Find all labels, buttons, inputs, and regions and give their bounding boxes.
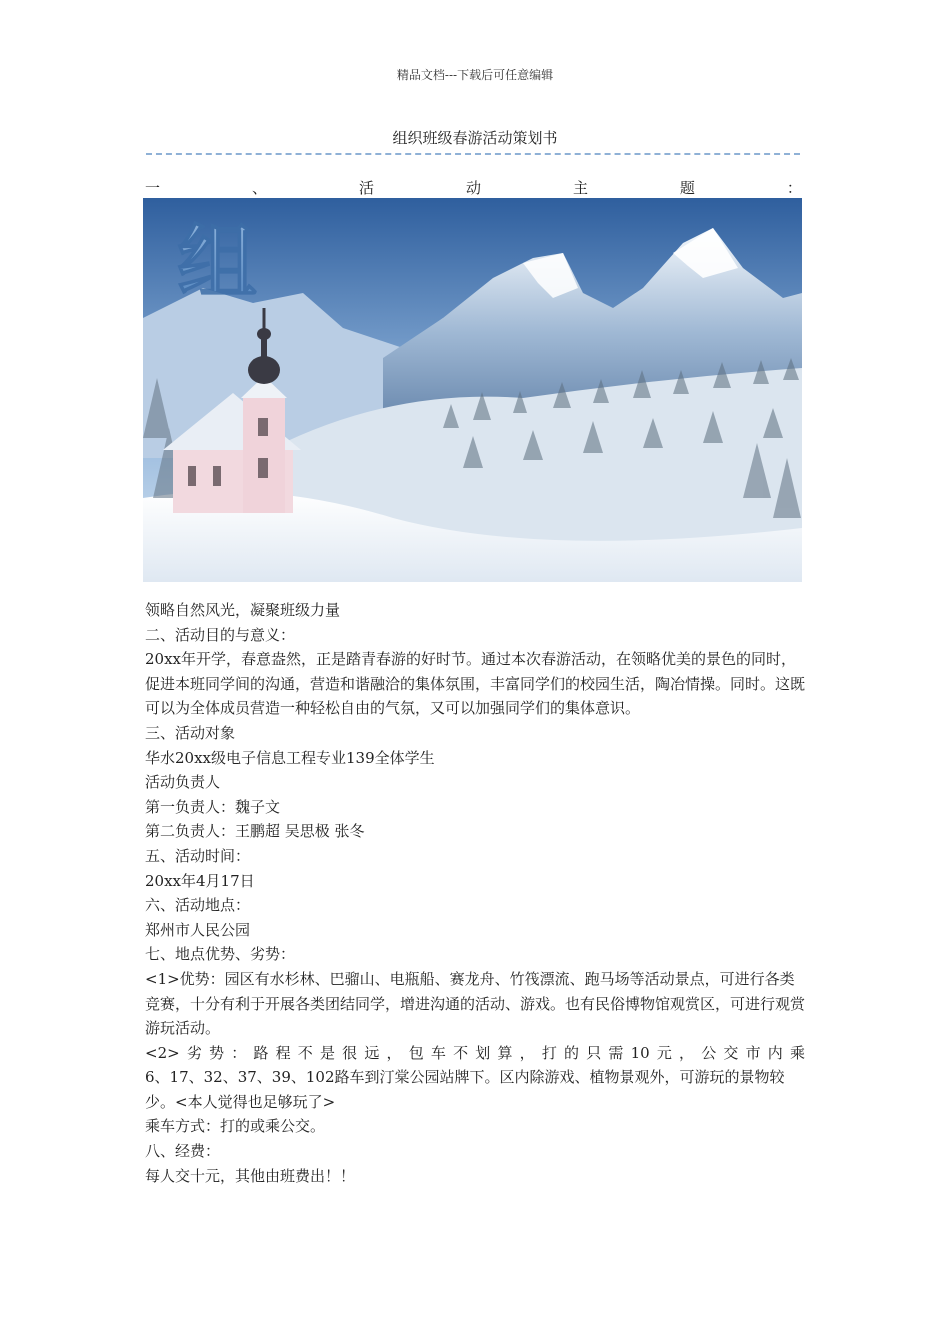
document-title: 组织班级春游活动策划书 — [392, 129, 558, 147]
paragraph: 华水20xx级电子信息工程专业139全体学生 — [145, 748, 435, 767]
heading-char: 题 — [679, 179, 695, 197]
paragraph: 六、活动地点： — [145, 896, 251, 915]
paragraph: 活动负责人 — [145, 773, 221, 792]
winter-landscape-image — [143, 198, 802, 582]
paragraph-justified-line: <2>劣势：路程不是很远，包车不划算，打的只需10元，公交市内乘 — [145, 1043, 805, 1062]
paragraph: 第一负责人：魏子文 — [145, 797, 281, 816]
overlay-title-glyph: 组 — [177, 216, 257, 309]
heading-char: 、 — [251, 179, 267, 197]
paragraph: 八、经费： — [145, 1142, 221, 1161]
paragraph: 五、活动时间： — [145, 846, 251, 865]
paragraph: 20xx年开学，春意盎然，正是踏青春游的好时节。通过本次春游活动，在领略优美的景色的同时，促进本班同学间的沟通，营造和谐融洽的集体氛围，丰富同学们的校园生活，陶冶情操。同时。这既可以为全体成员营造一种轻松自由的气氛，又可以加强同学们的集体意识。 — [145, 650, 806, 718]
paragraph: 三、活动对象 — [145, 723, 236, 742]
paragraph: 七、地点优势、劣势： — [145, 945, 296, 964]
paragraph: 郑州市人民公园 — [145, 920, 251, 939]
heading-char: 主 — [572, 179, 588, 197]
heading-char: 活 — [358, 179, 374, 197]
paragraph: 领略自然风光，凝聚班级力量 — [145, 601, 341, 619]
paragraph: 第二负责人：王鹏超 吴思极 张冬 — [145, 822, 365, 841]
heading-char: 动 — [465, 179, 481, 197]
paragraph: 每人交十元，其他由班费出！！ — [145, 1166, 356, 1185]
paragraph: 6、17、32、37、39、102路车到汀棠公园站牌下。区内除游戏、植物景观外，可游玩的景物较少。<本人觉得也足够玩了> — [145, 1068, 785, 1111]
document-body — [145, 598, 805, 1188]
paragraph: 乘车方式：打的或乘公交。 — [145, 1117, 326, 1136]
heading-char: ： — [786, 179, 802, 197]
section-one-heading — [145, 178, 802, 198]
paragraph: 20xx年4月17日 — [145, 871, 255, 890]
heading-char: 一 — [145, 179, 161, 197]
dashed-divider — [146, 153, 800, 155]
paragraph: 二、活动目的与意义： — [145, 625, 296, 644]
paragraph: <1>优势：园区有水杉林、巴骝山、电瓶船、赛龙舟、竹筏漂流、跑马场等活动景点，可进行各类竞赛，十分有利于开展各类团结同学，增进沟通的活动、游戏。也有民俗博物馆观赏区，可进行观赏游玩活动。 — [145, 969, 806, 1038]
header-note: 精品文档---下载后可任意编辑 — [396, 68, 554, 82]
